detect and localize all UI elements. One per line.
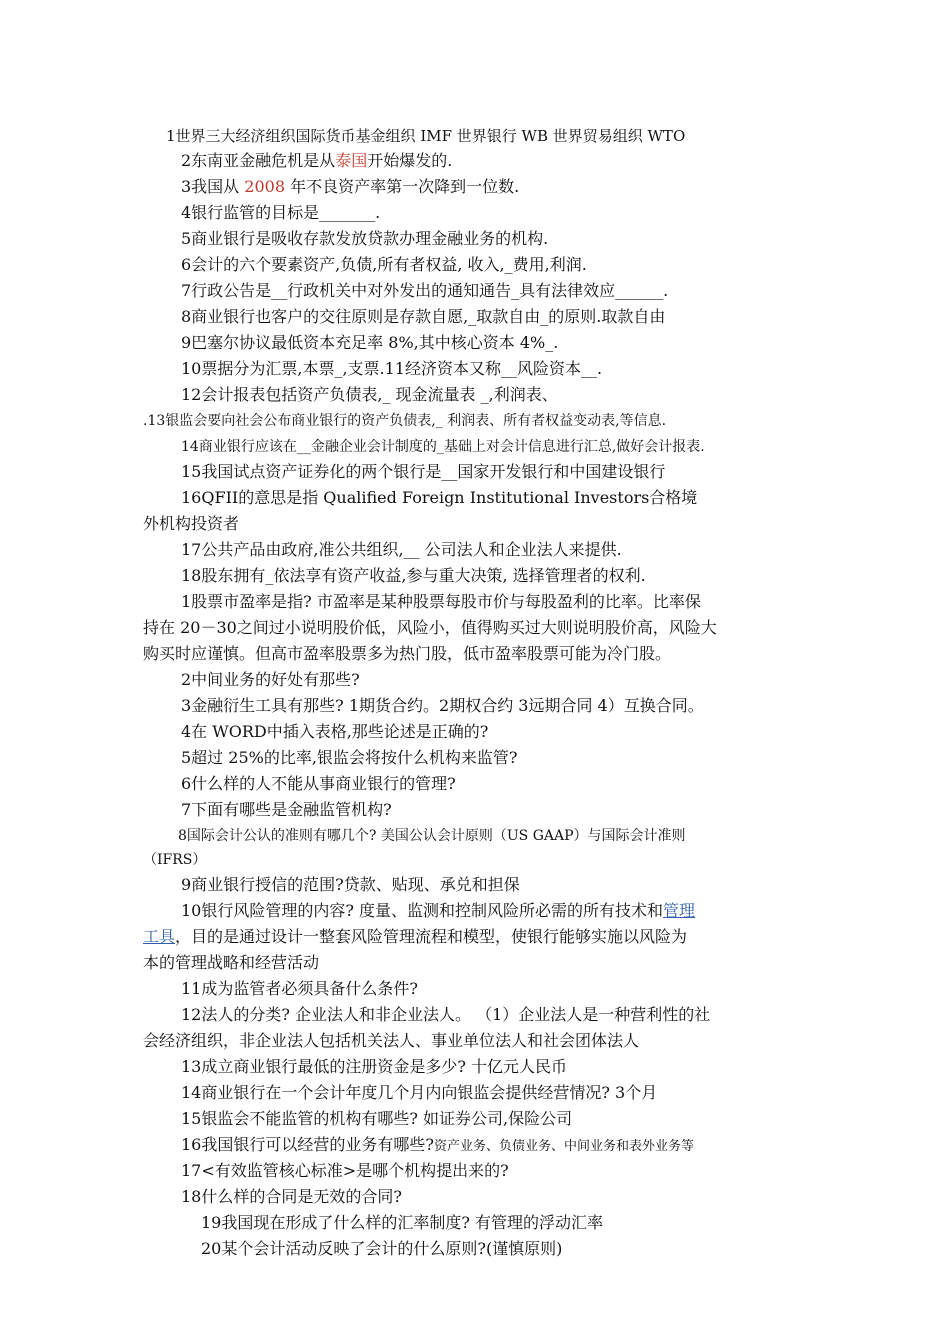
- line-25: 5超过 25%的比率,银监会将按什么机构来监管?: [181, 748, 518, 767]
- line-23: 3金融衍生工具有那些? 1期货合约。2期权合约 3远期合同 4）互换合同。: [181, 696, 704, 715]
- line-31-text: 10银行风险管理的内容? 度量、监测和控制风险所必需的所有技术和: [181, 901, 664, 920]
- line-02: [181, 150, 452, 172]
- line-33: 本的管理战略和经营活动: [143, 953, 320, 972]
- line-05: 5商业银行是吸收存款发放贷款办理金融业务的机构.: [181, 229, 549, 248]
- line-04: 4银行监管的目标是_______.: [181, 203, 381, 222]
- line-22: 2中间业务的好处有那些?: [181, 670, 360, 689]
- line-21: 购买时应谨慎。但高市盈率股票多为热门股，低市盈率股票可能为冷门股。: [143, 644, 672, 663]
- line-03-text: 3我国从: [181, 177, 245, 196]
- highlight-country: 泰国: [335, 151, 368, 170]
- line-14: 15我国试点资产证券化的两个银行是__国家开发银行和中国建设银行: [181, 462, 666, 481]
- line-34: 11成为监管者必须具备什么条件?: [181, 979, 418, 998]
- line-40-text: 16我国银行可以经营的业务有哪些?: [181, 1135, 434, 1154]
- management-tools-link[interactable]: 管理: [663, 901, 696, 920]
- line-39: 15银监会不能监管的机构有哪些? 如证券公司,保险公司: [181, 1109, 573, 1128]
- line-24: 4在 WORD中插入表格,那些论述是正确的?: [181, 722, 489, 741]
- line-12: .13银监会要向社会公布商业银行的资产负债表,_ 利润表、所有者权益变动表,等信息.: [143, 413, 667, 429]
- line-01: 1世界三大经济组织国际货币基金组织 IMF 世界银行 WB 世界贸易组织 WTO: [166, 127, 686, 145]
- line-07: 7行政公告是__行政机关中对外发出的通知通告_具有法律效应______.: [181, 281, 669, 300]
- line-29: （IFRS）: [143, 852, 207, 868]
- line-26: 6什么样的人不能从事商业银行的管理?: [181, 774, 456, 793]
- line-32-text: ，目的是通过设计一整套风险管理流程和模型，使银行能够实施以风险为: [175, 927, 688, 946]
- line-16: 外机构投资者: [143, 514, 240, 533]
- line-40: [181, 1134, 694, 1158]
- line-38: 14商业银行在一个会计年度几个月内向银监会提供经营情况? 3个月: [181, 1083, 658, 1102]
- line-40-answer: 资产业务、负债业务、中间业务和表外业务等: [433, 1139, 694, 1154]
- management-tools-link-cont[interactable]: 工具: [143, 927, 176, 946]
- line-44: 20某个会计活动反映了会计的什么原则?(谨慎原则): [201, 1239, 563, 1258]
- line-42: 18什么样的合同是无效的合同?: [181, 1187, 402, 1206]
- line-10: 10票据分为汇票,本票_,支票.11经济资本又称__风险资本__.: [181, 359, 603, 378]
- line-37: 13成立商业银行最低的注册资金是多少? 十亿元人民币: [181, 1057, 568, 1076]
- highlight-year: 2008: [244, 177, 285, 196]
- line-06: 6会计的六个要素资产,负债,所有者权益, 收入,_费用,利润.: [181, 255, 587, 274]
- line-19: 1股票市盈率是指? 市盈率是某种股票每股市价与每股盈利的比率。比率保: [181, 592, 701, 611]
- line-35: 12法人的分类? 企业法人和非企业法人。 （1）企业法人是一种营利性的社: [181, 1005, 711, 1024]
- line-27: 7下面有哪些是金融监管机构?: [181, 800, 392, 819]
- line-15: 16QFII的意思是指 Qualified Foreign Institutional Investors合格境: [181, 488, 698, 507]
- line-17: 17公共产品由政府,准公共组织,__ 公司法人和企业法人来提供.: [181, 540, 622, 559]
- line-36: 会经济组织，非企业法人包括机关法人、事业单位法人和社会团体法人: [143, 1031, 640, 1050]
- line-03-text-end: 年不良资产率第一次降到一位数.: [285, 177, 520, 196]
- line-11: 12会计报表包括资产负债表,_ 现金流量表 _,利润表、: [181, 385, 558, 404]
- line-02-text: 2东南亚金融危机是从: [181, 151, 336, 170]
- line-20: 持在 20－30之间过小说明股价低，风险小，值得购买过大则说明股价高，风险大: [143, 618, 717, 637]
- line-31: [181, 900, 695, 922]
- line-13: 14商业银行应该在__金融企业会计制度的_基础上对会计信息进行汇总,做好会计报表.: [181, 439, 705, 455]
- line-28: 8国际会计公认的准则有哪几个? 美国公认会计原则（US GAAP）与国际会计准则: [178, 828, 686, 844]
- line-32: [143, 926, 687, 948]
- line-41: 17<有效监管核心标准>是哪个机构提出来的?: [181, 1161, 509, 1180]
- line-18: 18股东拥有_依法享有资产收益,参与重大决策, 选择管理者的权利.: [181, 566, 646, 585]
- line-30: 9商业银行授信的范围?贷款、贴现、承兑和担保: [181, 875, 520, 894]
- line-02-text-end: 开始爆发的.: [367, 151, 453, 170]
- line-08: 8商业银行也客户的交往原则是存款自愿,_取款自由_的原则.取款自由: [181, 307, 666, 326]
- line-43: 19我国现在形成了什么样的汇率制度? 有管理的浮动汇率: [201, 1213, 604, 1232]
- line-03: [181, 176, 519, 198]
- line-09: 9巴塞尔协议最低资本充足率 8%,其中核心资本 4%_.: [181, 333, 559, 352]
